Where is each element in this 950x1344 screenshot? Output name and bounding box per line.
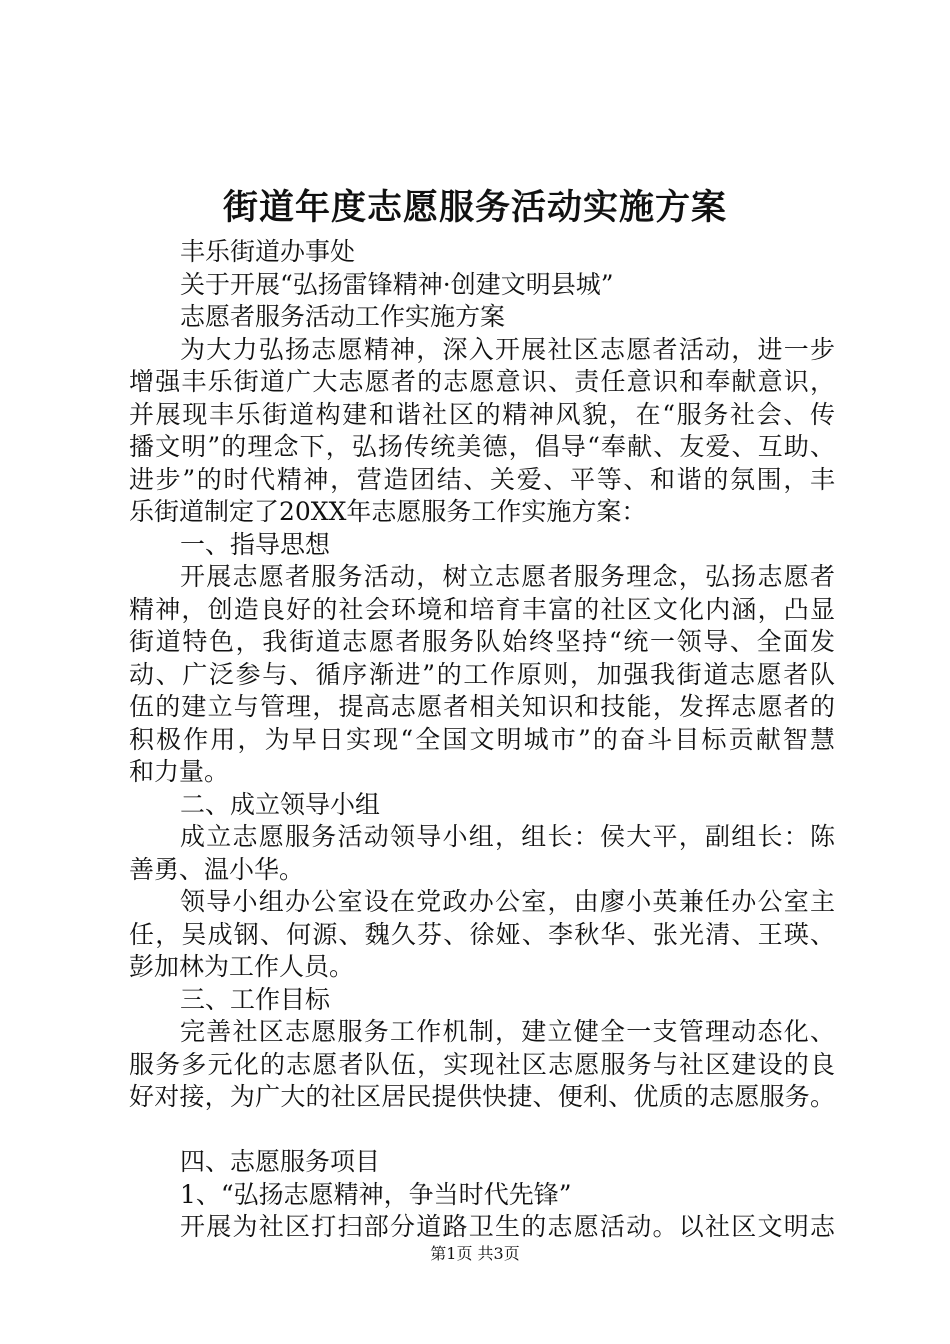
text-line: 街道特色，我街道志愿者服务队始终坚持“统一领导、全面发 — [129, 627, 835, 656]
text-line: 动、广泛参与、循序渐进”的工作原则，加强我街道志愿者队 — [129, 659, 835, 689]
section-heading: 一、指导思想 — [180, 529, 331, 559]
section-heading: 二、成立领导小组 — [180, 789, 381, 819]
text-line: 完善社区志愿服务工作机制，建立健全一支管理动态化、 — [180, 1017, 835, 1046]
text-line: 开展为社区打扫部分道路卫生的志愿活动。以社区文明志 — [180, 1212, 835, 1241]
section-heading: 四、志愿服务项目 — [180, 1147, 381, 1176]
text-line: 志愿者服务活动工作实施方案 — [180, 302, 506, 331]
text-line: 伍的建立与管理，提高志愿者相关知识和技能，发挥志愿者的 — [129, 692, 835, 721]
text-line: 丰乐街道办事处 — [180, 237, 356, 266]
text-line: 并展现丰乐街道构建和谐社区的精神风貌，在“服务社会、传 — [129, 399, 835, 429]
paragraph-gap — [129, 1114, 835, 1147]
section-heading: 三、工作目标 — [180, 984, 331, 1014]
page-footer: 第1页 共3页 — [430, 1244, 520, 1263]
text-line: 为大力弘扬志愿精神，深入开展社区志愿者活动，进一步 — [180, 334, 835, 364]
text-line: 成立志愿服务活动领导小组，组长：侯大平，副组长：陈 — [180, 822, 835, 851]
text-line: 增强丰乐街道广大志愿者的志愿意识、责任意识和奉献意识， — [129, 367, 835, 396]
text-line: 开展志愿者服务活动，树立志愿者服务理念，弘扬志愿者 — [180, 562, 835, 591]
text-line: 关于开展“弘扬雷锋精神·创建文明县城” — [180, 269, 614, 299]
text-line: 播文明”的理念下，弘扬传统美德，倡导“奉献、友爱、互助、 — [129, 432, 835, 461]
text-line: 进步”的时代精神，营造团结、关爱、平等、和谐的氛围，丰 — [129, 464, 835, 494]
text-line: 和力量。 — [129, 757, 230, 786]
text-line: 任，吴成钢、何源、魏久芬、徐娅、李秋华、张光清、王瑛、 — [129, 919, 835, 949]
subsection-heading: 1、“弘扬志愿精神，争当时代先锋” — [180, 1179, 572, 1209]
document-title: 街道年度志愿服务活动实施方案 — [222, 187, 727, 228]
text-line: 服务多元化的志愿者队伍，实现社区志愿服务与社区建设的良 — [129, 1049, 835, 1079]
text-line: 好对接，为广大的社区居民提供快捷、便利、优质的志愿服务。 — [129, 1082, 835, 1111]
text-line: 领导小组办公室设在党政办公室，由廖小英兼任办公室主 — [180, 887, 835, 916]
text-line: 乐街道制定了20XX年志愿服务工作实施方案： — [129, 497, 647, 526]
text-line: 精神，创造良好的社会环境和培育丰富的社区文化内涵，凸显 — [129, 594, 835, 624]
text-line: 彭加林为工作人员。 — [129, 952, 355, 981]
document-body — [129, 236, 835, 1244]
text-line: 积极作用，为早日实现“全国文明城市”的奋斗目标贡献智慧 — [129, 724, 835, 754]
text-line: 善勇、温小华。 — [129, 854, 305, 884]
